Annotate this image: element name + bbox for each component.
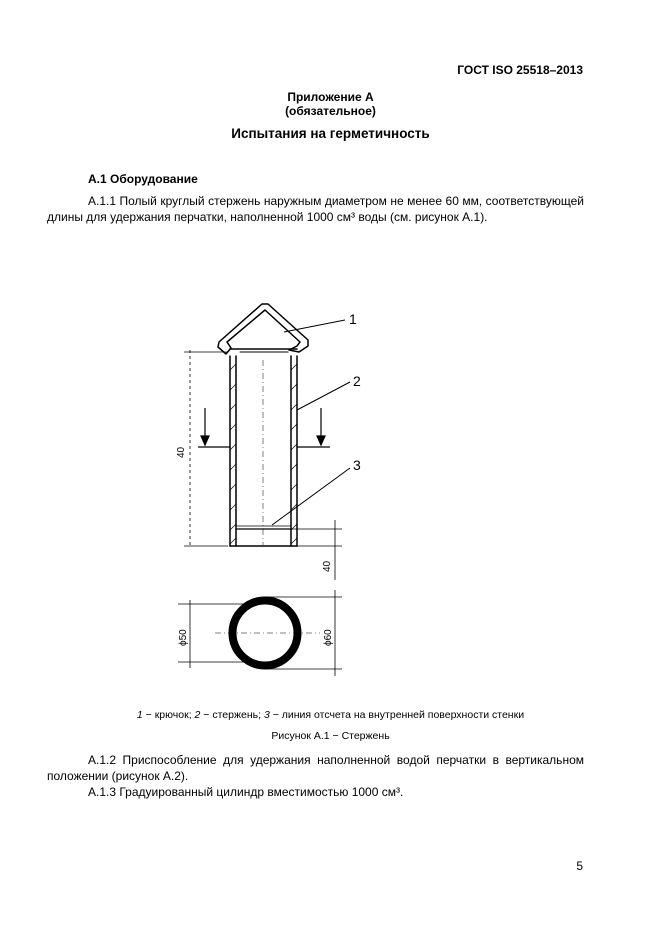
paragraph-a-1-1 xyxy=(47,193,584,225)
base-dimension xyxy=(291,520,342,580)
inner-diameter-label: ϕ50 xyxy=(178,629,189,646)
legend-text-2: − стержень; xyxy=(200,709,264,721)
page-title: Испытания на герметичность xyxy=(231,126,430,141)
annex-title: Приложение А xyxy=(287,90,374,104)
figure-caption: Рисунок А.1 − Стержень xyxy=(271,730,390,742)
callout-1: 1 xyxy=(349,311,357,327)
standard-number: ГОСТ ISO 25518–2013 xyxy=(457,63,583,77)
height-dim-label: 40 xyxy=(176,446,187,458)
callout-3: 3 xyxy=(353,457,361,473)
wall-hatching xyxy=(230,364,297,544)
annex-status: (обязательное) xyxy=(285,104,376,118)
height-dimension xyxy=(184,350,228,546)
paragraph-a-1-2 xyxy=(47,752,584,784)
paragraph-a-1-1-text: А.1.1 Полый круглый стержень наружным диаметром не менее 60 мм, соответствующей длины для удержания перчатки, наполненной 1000 см³ воды (см. рисунок А.1). xyxy=(47,194,584,224)
figure-legend xyxy=(0,709,661,721)
rod-drawing xyxy=(160,290,390,680)
legend-num-2: 2 xyxy=(194,709,201,721)
legend-text-1: − крючок; xyxy=(142,709,195,721)
page-number: 5 xyxy=(576,859,583,873)
paragraph-a-1-3-text: А.1.3 Градуированный цилиндр вместимостью 1000 см³. xyxy=(88,785,404,799)
section-heading: А.1 Оборудование xyxy=(88,172,198,186)
paragraph-a-1-3 xyxy=(47,784,584,800)
callout-2: 2 xyxy=(353,373,361,389)
base-dim-label: 40 xyxy=(322,560,333,572)
legend-text-3: − линия отсчета на внутренней поверхности стенки xyxy=(269,709,525,721)
cross-section xyxy=(215,597,320,669)
outer-diameter-label: ϕ60 xyxy=(323,629,334,646)
legend-num-1: 1 xyxy=(136,709,143,721)
hook-outline xyxy=(218,304,308,354)
leader-lines xyxy=(272,320,350,525)
paragraph-a-1-2-text: А.1.2 Приспособление для удержания наполненной водой перчатки в вертикальном положении (рисунок А.2). xyxy=(47,753,584,783)
load-arrows xyxy=(198,408,330,447)
legend-num-3: 3 xyxy=(263,709,270,721)
